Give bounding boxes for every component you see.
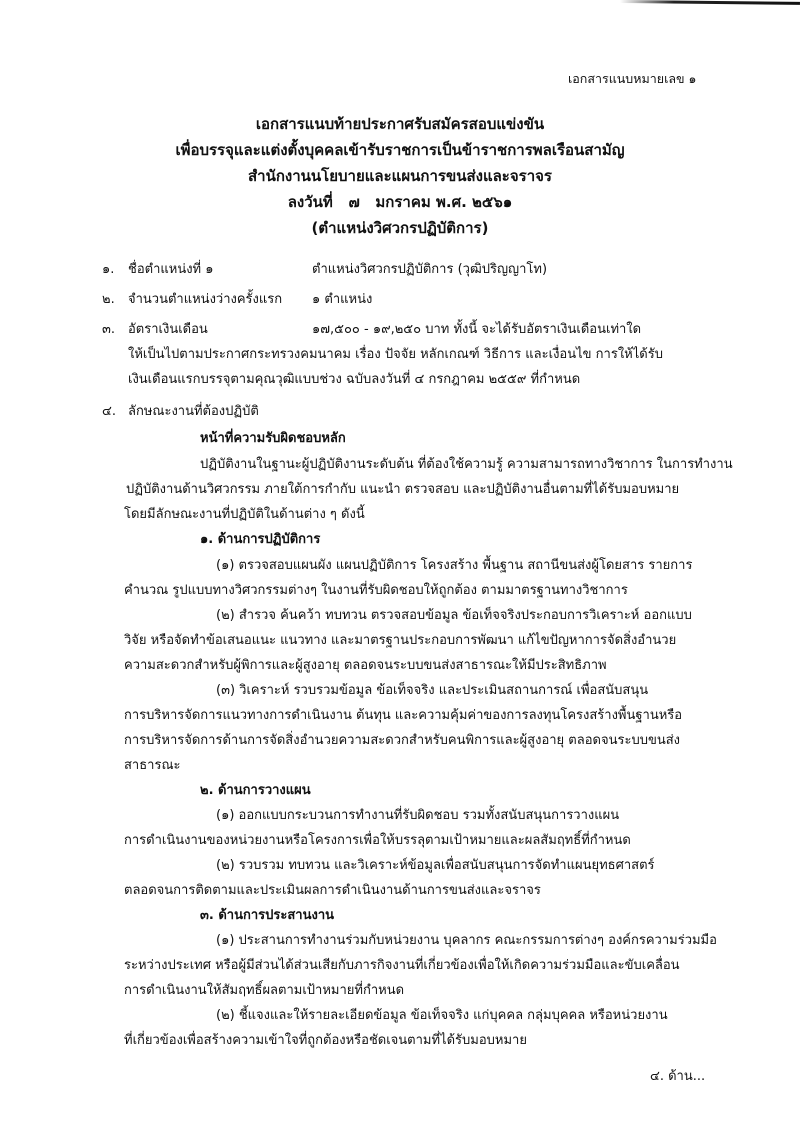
- section-3-title: ๓. ด้านการประสานงาน: [200, 908, 335, 923]
- header-date: [0, 193, 800, 211]
- section-3-point-2-line-1: (๒) ชี้แจงและให้รายละเอียดข้อมูล ข้อเท็จจริง แก่บุคคล กลุ่มบุคคล หรือหน่วยงาน: [216, 1008, 668, 1023]
- item-1-number: ๑.: [102, 262, 115, 277]
- section-2-point-2-line-1: (๒) รวบรวม ทบทวน และวิเคราะห์ข้อมูลเพื่อสนับสนุนการจัดทำแผนยุทธศาสตร์: [216, 858, 655, 873]
- page-continuation: ๔. ด้าน...: [650, 1069, 706, 1084]
- item-1-label: ชื่อตำแหน่งที่ ๑: [128, 262, 214, 277]
- header-line-3: สำนักงานนโยบายและแผนการขนส่งและจราจร: [248, 167, 552, 185]
- section-1-point-1-line-2: คำนวณ รูปแบบทางวิศวกรรมต่างๆ ในงานที่รับผิดชอบให้ถูกต้อง ตามมาตรฐานทางวิชาการ: [124, 583, 628, 598]
- duties-heading: หน้าที่ความรับผิดชอบหลัก: [200, 431, 346, 446]
- date-month-year: มกราคม พ.ศ. ๒๕๖๑: [375, 193, 513, 211]
- section-1-point-3-line-4: สาธารณะ: [124, 758, 181, 773]
- duties-intro-line-3: โดยมีลักษณะงานที่ปฏิบัติในด้านต่าง ๆ ดังนี้: [124, 507, 365, 522]
- section-2-point-1-line-2: การดำเนินงานของหน่วยงานหรือโครงการเพื่อให้บรรลุตามเป้าหมายและผลสัมฤทธิ์ที่กำหนด: [124, 833, 631, 848]
- section-2-title: ๒. ด้านการวางแผน: [200, 783, 311, 798]
- item-2-value: ๑ ตำแหน่ง: [312, 292, 373, 307]
- section-1-title: ๑. ด้านการปฏิบัติการ: [200, 532, 321, 547]
- duties-intro-line-2: ปฏิบัติงานด้านวิศวกรรม ภายใต้การกำกับ แนะนำ ตรวจสอบ และปฏิบัติงานอื่นตามที่ได้รับมอบหมาย: [126, 482, 680, 497]
- item-3-label: อัตราเงินเดือน: [128, 322, 208, 337]
- section-1-point-3-line-2: การบริหารจัดการแนวทางการดำเนินงาน ต้นทุน และความคุ้มค่าของการลงทุนโครงสร้างพื้นฐานหรือ: [124, 708, 683, 723]
- section-1-point-1-line-1: (๑) ตรวจสอบแผนผัง แผนปฏิบัติการ โครงสร้าง พื้นฐาน สถานีขนส่งผู้โดยสาร รายการ: [216, 558, 693, 573]
- date-day: ๗: [348, 193, 360, 211]
- header-line-2: เพื่อบรรจุและแต่งตั้งบุคคลเข้ารับราชการเป็นข้าราชการพลเรือนสามัญ: [175, 141, 625, 159]
- duties-intro-line-1: ปฏิบัติงานในฐานะผู้ปฏิบัติงานระดับต้น ที่ต้องใช้ความรู้ ความสามารถทางวิชาการ ในการทำงาน: [200, 457, 733, 472]
- item-3-continuation-1: ให้เป็นไปตามประกาศกระทรวงคมนาคม เรื่อง ปัจจัย หลักเกณฑ์ วิธีการ และเงื่อนไข การให้ได้รับ: [128, 347, 663, 362]
- item-1-value: ตำแหน่งวิศวกรปฏิบัติการ (วุฒิปริญญาโท): [312, 262, 548, 277]
- item-4-label: ลักษณะงานที่ต้องปฏิบัติ: [128, 404, 259, 419]
- position-title: (ตำแหน่งวิศวกรปฏิบัติการ): [311, 219, 489, 237]
- item-3-number: ๓.: [102, 322, 116, 337]
- section-3-point-1-line-1: (๑) ประสานการทำงานร่วมกับหน่วยงาน บุคลากร คณะกรรมการต่างๆ องค์กรความร่วมมือ: [216, 933, 717, 948]
- date-prefix: ลงวันที่: [287, 193, 333, 211]
- section-2-point-2-line-2: ตลอดจนการติดตามและประเมินผลการดำเนินงานด้านการขนส่งและจราจร: [124, 883, 541, 898]
- item-3-value: ๑๗,๕๐๐ - ๑๙,๒๕๐ บาท ทั้งนี้ จะได้รับอัตราเงินเดือนเท่าใด: [312, 322, 642, 337]
- section-3-point-1-line-2: ระหว่างประเทศ หรือผู้มีส่วนได้ส่วนเสียกับภารกิจงานที่เกี่ยวข้องเพื่อให้เกิดความร่วมมือและขับเคลื่อน: [124, 958, 680, 973]
- section-1-point-3-line-3: การบริหารจัดการด้านการจัดสิ่งอำนวยความสะดวกสำหรับคนพิการและผู้สูงอายุ ตลอดจนระบบขนส่ง: [124, 733, 680, 748]
- annex-label: เอกสารแนบหมายเลข ๑: [568, 71, 697, 86]
- item-4-number: ๔.: [102, 404, 116, 419]
- section-3-point-1-line-3: การดำเนินงานให้สัมฤทธิ์ผลตามเป้าหมายที่กำหนด: [124, 983, 405, 998]
- section-3-point-2-line-2: ที่เกี่ยวข้องเพื่อสร้างความเข้าใจที่ถูกต้องหรือชัดเจนตามที่ได้รับมอบหมาย: [124, 1033, 527, 1048]
- item-3-continuation-2: เงินเดือนแรกบรรจุตามคุณวุฒิแบบช่วง ฉบับลงวันที่ ๔ กรกฎาคม ๒๕๕๙ ที่กำหนด: [128, 372, 581, 387]
- header-line-1: เอกสารแนบท้ายประกาศรับสมัครสอบแข่งขัน: [255, 115, 545, 133]
- section-2-point-1-line-1: (๑) ออกแบบกระบวนการทำงานที่รับผิดชอบ รวมทั้งสนับสนุนการวางแผน: [216, 808, 620, 823]
- section-1-point-2-line-3: ความสะดวกสำหรับผู้พิการและผู้สูงอายุ ตลอดจนระบบขนส่งสาธารณะให้มีประสิทธิภาพ: [124, 658, 607, 673]
- section-1-point-2-line-2: วิจัย หรือจัดทำข้อเสนอแนะ แนวทาง และมาตรฐานประกอบการพัฒนา แก้ไขปัญหาการจัดสิ่งอำนวย: [124, 633, 677, 648]
- item-2-number: ๒.: [102, 292, 115, 307]
- scan-edge-shadow: [620, 0, 800, 5]
- item-2-label: จำนวนตำแหน่งว่างครั้งแรก: [128, 292, 283, 307]
- section-1-point-3-line-1: (๓) วิเคราะห์ รวบรวมข้อมูล ข้อเท็จจริง และประเมินสถานการณ์ เพื่อสนับสนุน: [216, 683, 649, 698]
- section-1-point-2-line-1: (๒) สำรวจ ค้นคว้า ทบทวน ตรวจสอบข้อมูล ข้อเท็จจริงประกอบการวิเคราะห์ ออกแบบ: [216, 608, 692, 623]
